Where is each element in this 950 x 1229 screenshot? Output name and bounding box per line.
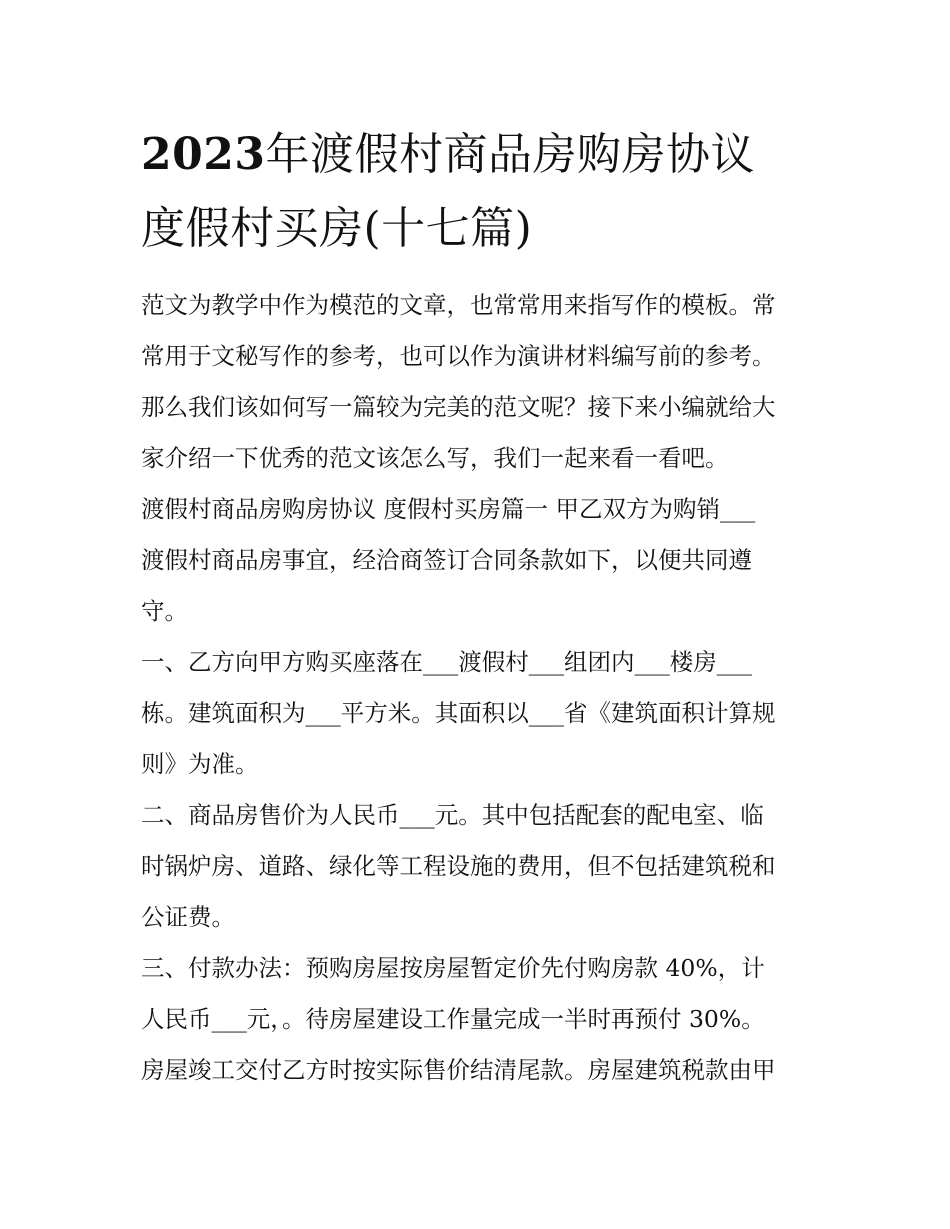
text-line: 那么我们该如何写一篇较为完美的范文呢？接下来小编就给大	[141, 393, 776, 421]
text-line: 公证费。	[141, 903, 235, 931]
document-page	[141, 118, 821, 1096]
text-line: 房屋竣工交付乙方时按实际售价结清尾款。房屋建筑税款由甲	[141, 1056, 776, 1084]
text-line: 一、乙方向甲方购买座落在___渡假村___组团内___楼房___	[141, 648, 752, 676]
text-line: 家介绍一下优秀的范文该怎么写，我们一起来看一看吧。	[141, 444, 729, 472]
text-line: 人民币___元，。待房屋建设工作量完成一半时再预付 30%。	[141, 1005, 765, 1033]
title-year: 2023	[141, 129, 266, 180]
text-line: 二、商品房售价为人民币___元。其中包括配套的配电室、临	[141, 801, 764, 829]
clause-1-paragraph	[141, 637, 821, 790]
text-line: 范文为教学中作为模范的文章，也常常用来指写作的模板。常	[141, 291, 776, 319]
title-line-2: 度假村买房(十七篇)	[141, 203, 533, 254]
title-line-1	[141, 118, 821, 192]
text-line: 渡假村商品房事宜，经洽商签订合同条款如下，以便共同遵	[141, 546, 752, 574]
clause-3-paragraph	[141, 943, 821, 1096]
text-line: 三、付款办法：预购房屋按房屋暂定价先付购房款 40%，计	[141, 954, 765, 982]
text-line: 常用于文秘写作的参考，也可以作为演讲材料编写前的参考。	[141, 342, 776, 370]
text-line: 栋。建筑面积为___平方米。其面积以___省《建筑面积计算规	[141, 699, 776, 727]
title-line-1-text: 年渡假村商品房购房协议	[265, 129, 755, 180]
text-line: 渡假村商品房购房协议 度假村买房篇一 甲乙双方为购销___	[141, 495, 756, 523]
text-line: 时锅炉房、道路、绿化等工程设施的费用，但不包括建筑税和	[141, 852, 776, 880]
agreement-preamble-paragraph	[141, 484, 821, 637]
text-line: 守。	[141, 597, 188, 625]
clause-2-paragraph	[141, 790, 821, 943]
intro-paragraph	[141, 280, 821, 484]
text-line: 则》为准。	[141, 750, 259, 778]
document-title	[141, 118, 821, 266]
